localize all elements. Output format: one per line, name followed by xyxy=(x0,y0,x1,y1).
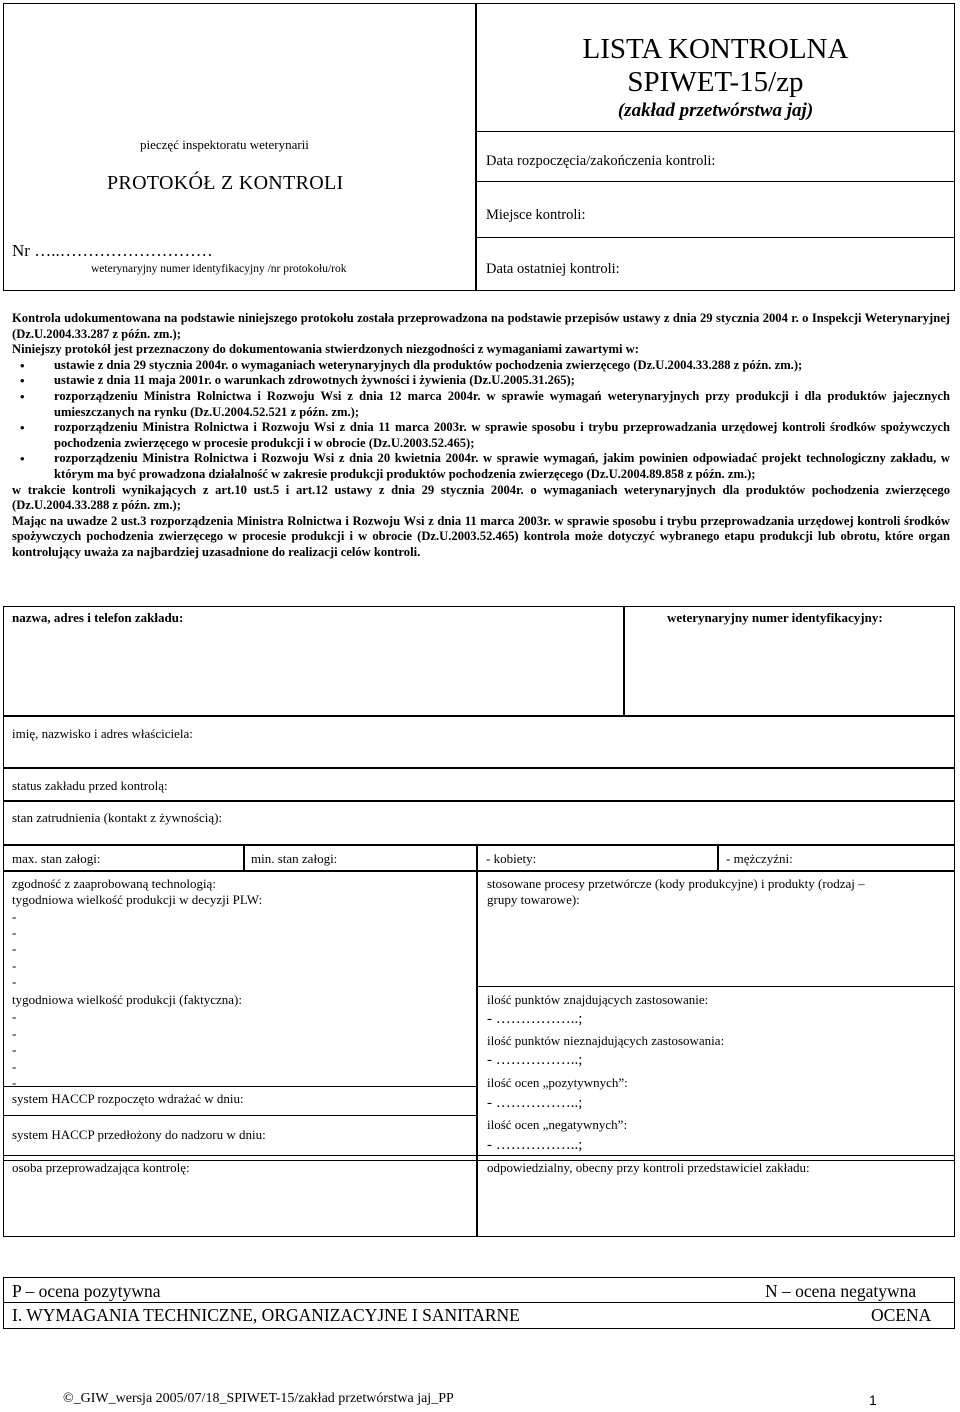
weekly-plw-label: tygodniowa wielkość produkcji w decyzji PLW: xyxy=(12,892,263,907)
dash-item: - xyxy=(12,1059,17,1074)
legal-purpose: Niniejszy protokół jest przeznaczony do dokumentowania stwierdzonych niezgodności z wymaganiami zawartymi w: xyxy=(12,342,639,357)
dash-item: - xyxy=(12,1042,17,1057)
negative-count-value[interactable]: - ……………..; xyxy=(487,1137,583,1153)
haccp-divider-mid xyxy=(3,1115,477,1116)
legal-intro: Kontrola udokumentowana na podstawie niniejszego protokołu została przeprowadzona na podstawie przepisów ustawy z dnia 29 stycznia 2004 r. o Inspekcji Weterynaryjnej (Dz.U.2004.33.287 z późn. zm.); xyxy=(12,311,950,341)
legend-negative: N – ocena negatywna xyxy=(765,1281,917,1301)
nr-line: Nr …..……………………… xyxy=(12,241,213,260)
dash-item: - xyxy=(12,909,17,924)
legal-during: w trakcie kontroli wynikających z art.10 ust.5 i art.12 ustawy z dnia 29 stycznia 2004r. o wymaganiach weterynaryjnych dla produktów pochodzenia zwierzęcego (Dz.U.2004.33.288 z późn. zm.); xyxy=(12,482,950,513)
list-title-line-2: SPIWET-15/zp xyxy=(627,66,804,98)
negative-count-label: ilość ocen „negatywnych”: xyxy=(487,1117,628,1132)
list-subtitle: (zakład przetwórstwa jaj) xyxy=(617,100,814,121)
crew-min-label: min. stan załogi: xyxy=(251,851,338,866)
points-found-value[interactable]: - ……………..; xyxy=(487,1011,583,1027)
page-number: 1 xyxy=(869,1392,877,1408)
points-divider xyxy=(477,986,955,987)
footer-text: ©_GIW_wersja 2005/07/18_SPIWET-15/zakład przetwórstwa jaj_PP xyxy=(63,1391,454,1406)
legend-divider xyxy=(3,1302,955,1303)
legal-bullet: • rozporządzeniu Ministra Rolnictwa i Rozwoju Wsi z dnia 20 kwietnia 2004r. w sprawie wymagań, jakim powinien odpowiadać projekt technologiczny zakładu, w którym ma być prowadzona działalność w zakresie produkcji produktów pochodzenia zwierzęcego (Dz.U.2004.89.858 z późn. zm.); xyxy=(12,451,950,482)
dash-item: - xyxy=(12,1075,17,1090)
section-title: I. WYMAGANIA TECHNICZNE, ORGANIZACYJNE I SANITARNE xyxy=(12,1305,520,1325)
protocol-title: PROTOKÓŁ Z KONTROLI xyxy=(107,172,344,194)
men-label: - mężczyźni: xyxy=(726,851,793,866)
name-address-label: nazwa, adres i telefon zakładu: xyxy=(12,610,184,625)
stamp-label: pieczęć inspektoratu weterynarii xyxy=(140,137,309,152)
legal-considering: Mając na uwadze 2 ust.3 rozporządzenia Ministra Rolnictwa i Rozwoju Wsi z dnia 11 marca 2003r. w sprawie sposobu i trybu przeprowadzania urzędowej kontroli środków spożywczych pochodzenia zwierzęcego w procesie produkcji i w obrocie (Dz.U.2003.52.465) kontrola może dotyczyć wybranego etapu produkcji lub obrotu, które organ kontrolujący uważa za najbardziej uzasadnione do realizacji celów kontroli. xyxy=(12,513,950,559)
left-column-block xyxy=(3,871,477,1161)
weekly-actual-label: tygodniowa wielkość produkcji (faktyczna): xyxy=(12,992,242,1007)
legal-bullet: • rozporządzeniu Ministra Rolnictwa i Rozwoju Wsi z dnia 11 marca 2003r. w sprawie sposobu i trybu przeprowadzania urzędowej kontroli środków spożywczych pochodzenia zwierzęcego w procesie produkcji i w obrocie (Dz.U.2003.52.465); xyxy=(12,420,950,451)
owner-label: imię, nazwisko i adres właściciela: xyxy=(12,726,193,741)
points-not-found-value[interactable]: - ……………..; xyxy=(487,1052,583,1068)
processes-line-2: grupy towarowe): xyxy=(487,892,580,907)
crew-max-label: max. stan załogi: xyxy=(12,851,101,866)
last-date-label: Data ostatniej kontroli: xyxy=(486,261,620,277)
processes-label xyxy=(487,876,949,908)
responsible-label: odpowiedzialny, obecny przy kontroli przedstawiciel zakładu: xyxy=(487,1160,810,1175)
haccp-started-label: system HACCP rozpoczęto wdrażać w dniu: xyxy=(12,1091,244,1106)
dash-item: - xyxy=(12,925,17,940)
legend-positive: P – ocena pozytywna xyxy=(12,1281,161,1301)
women-label: - kobiety: xyxy=(486,851,537,866)
nr-sublabel: weterynaryjny numer identyfikacyjny /nr protokołu/rok xyxy=(91,263,347,275)
legal-bullet: • rozporządzeniu Ministra Rolnictwa i Rozwoju Wsi z dnia 12 marca 2004r. w sprawie wymagań weterynaryjnych przy produkcji i dla produktów jajecznych umieszczanych na rynku (Dz.U.2004.52.521 z późn. zm.); xyxy=(12,389,950,420)
legal-bullet: • ustawie z dnia 29 stycznia 2004r. o wymaganiach weterynaryjnych dla produktów pochodzenia zwierzęcego (Dz.U.2004.33.288 z późn. zm.); xyxy=(12,358,950,374)
dash-item: - xyxy=(12,958,17,973)
dash-item: - xyxy=(12,1026,17,1041)
divider-2 xyxy=(476,181,955,182)
divider-1 xyxy=(476,131,955,132)
dash-item: - xyxy=(12,974,17,989)
dash-item: - xyxy=(12,941,17,956)
place-label: Miejsce kontroli: xyxy=(486,207,586,223)
legal-text xyxy=(12,311,950,561)
vet-number-label: weterynaryjny numer identyfikacyjny: xyxy=(667,610,883,625)
positive-count-label: ilość ocen „pozytywnych”: xyxy=(487,1075,628,1090)
processes-line-1: stosowane procesy przetwórcze (kody produkcyjne) i produkty (rodzaj – xyxy=(487,876,865,891)
compliance-label: zgodność z zaaprobowaną technologią: xyxy=(12,876,216,891)
haccp-submitted-label: system HACCP przedłożony do nadzoru w dniu: xyxy=(12,1127,266,1142)
ocena-header: OCENA xyxy=(871,1305,932,1325)
owner-field[interactable] xyxy=(3,716,955,768)
divider-3 xyxy=(476,237,955,238)
status-label: status zakładu przed kontrolą: xyxy=(12,778,168,793)
list-title-line-1: LISTA KONTROLNA xyxy=(582,33,849,65)
date-start-end-label: Data rozpoczęcia/zakończenia kontroli: xyxy=(486,153,716,169)
employment-label: stan zatrudnienia (kontakt z żywnością): xyxy=(12,810,223,825)
points-not-found-label: ilość punktów nieznajdujących zastosowania: xyxy=(487,1033,725,1048)
points-found-label: ilość punktów znajdujących zastosowanie: xyxy=(487,992,709,1007)
haccp-divider-top xyxy=(3,1086,477,1087)
legal-bullet: • ustawie z dnia 11 maja 2001r. o warunkach zdrowotnych żywności i żywienia (Dz.U.2005.31.265); xyxy=(12,373,950,389)
positive-count-value[interactable]: - ……………..; xyxy=(487,1095,583,1111)
inspector-label: osoba przeprowadzająca kontrolę: xyxy=(12,1160,190,1175)
dash-item: - xyxy=(12,1009,17,1024)
list-title xyxy=(476,33,955,99)
